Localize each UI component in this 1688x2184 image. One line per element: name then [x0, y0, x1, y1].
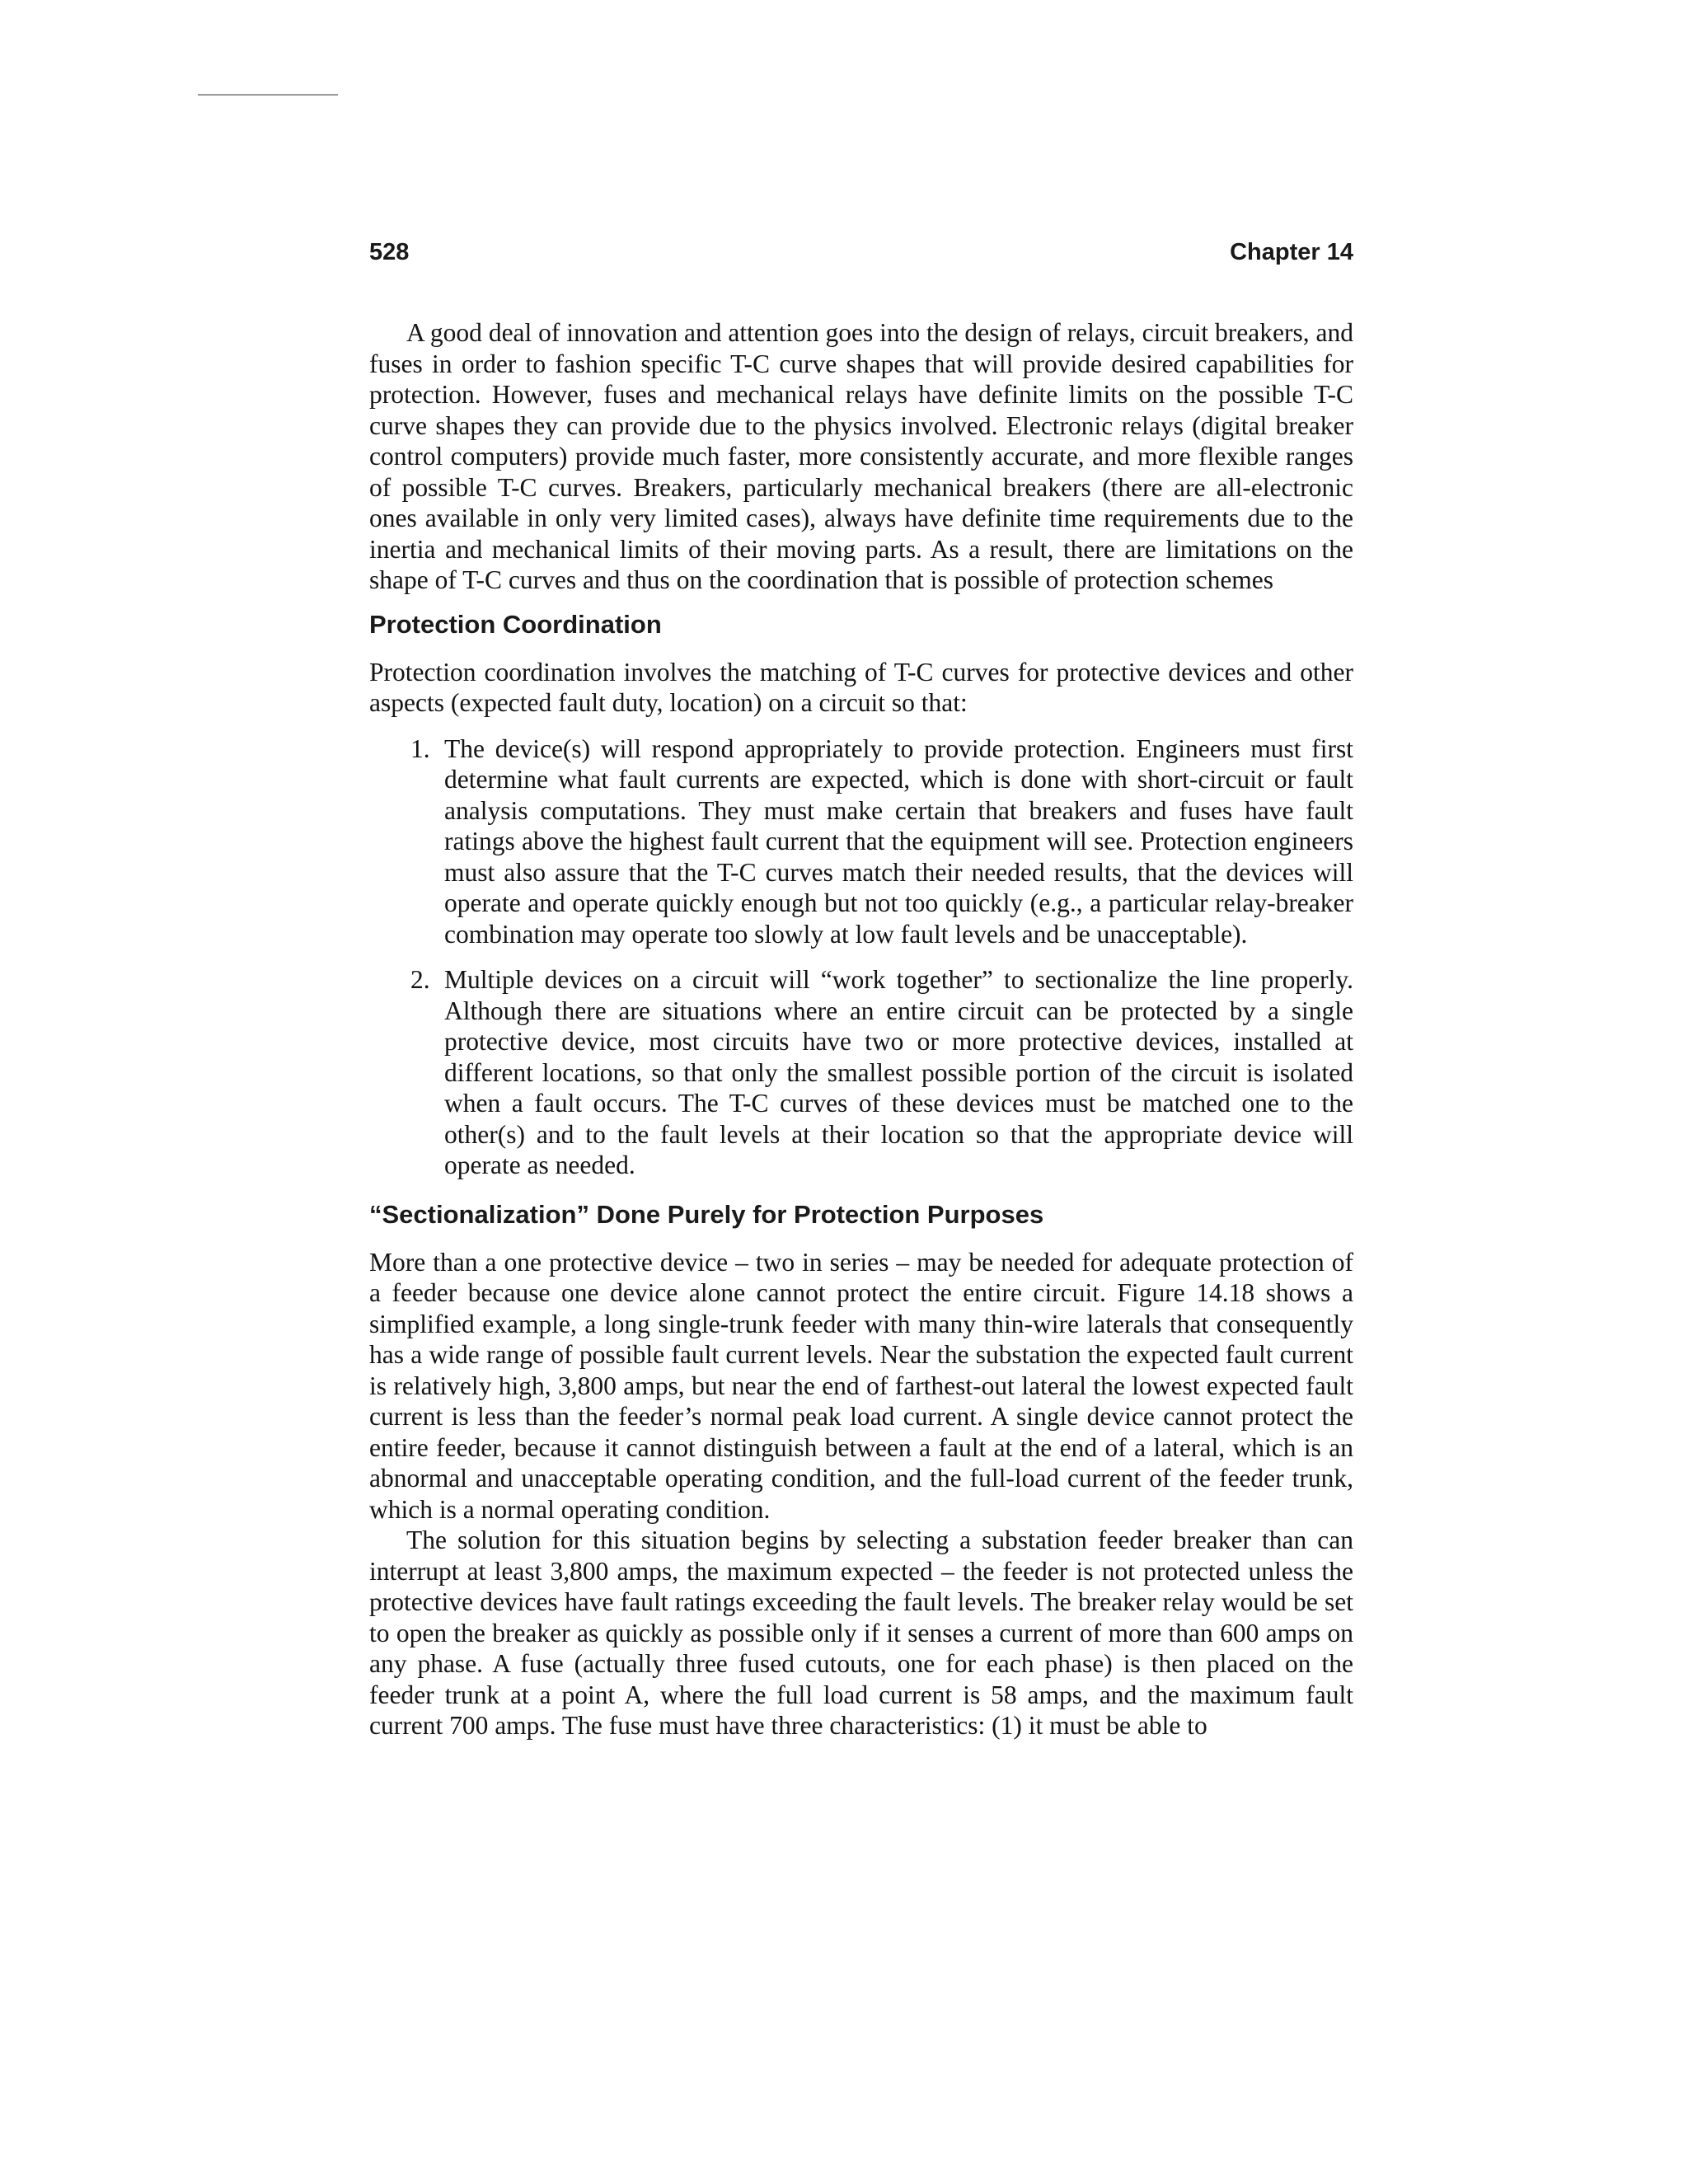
list-item-number: 1. — [410, 733, 430, 763]
section-lead-paragraph: Protection coordination involves the matching of T-C curves for protective devices and other aspects (expected fault duty, location) on a circuit so that: — [369, 657, 1353, 717]
list-item-text: The device(s) will respond appropriately to provide protection. Engineers must first determine what fault currents are expected, which is done with short-circuit or fault analysis computations. They must make certain that breakers and fuses have fault ratings above the highest fault current that the equipment will see. Protection engineers must also assure that the T-C curves match their needed results, that the devices will operate and operate quickly enough but not too quickly (e.g., a particular relay-breaker combination may operate too slowly at low fault levels and be unacceptable). — [444, 733, 1353, 949]
section-heading-protection-coordination: Protection Coordination — [369, 609, 662, 639]
running-header — [369, 239, 1353, 272]
intro-paragraph: A good deal of innovation and attention goes into the design of relays, circuit breakers, and fuses in order to fashion specific T-C curve shapes that will provide desired capabilities for protection. However, fuses and mechanical relays have definite limits on the possible T-C curve shapes they can provide due to the physics involved. Electronic relays (digital breaker control computers) provide much faster, more consistently accurate, and more flexible ranges of possible T-C curves. Breakers, particularly mechanical breakers (there are all-electronic ones available in only very limited cases), always have definite time requirements due to the inertia and mechanical limits of their moving parts. As a result, there are limitations on the shape of T-C curves and thus on the coordination that is possible of protection schemes — [369, 318, 1353, 594]
page-body — [369, 317, 1353, 1741]
requirements-list — [369, 733, 1353, 1181]
list-item — [369, 964, 1353, 1181]
list-item-number: 2. — [410, 965, 430, 994]
chapter-label: Chapter 14 — [1230, 239, 1353, 265]
section-heading-sectionalization: “Sectionalization” Done Purely for Protection Purposes — [369, 1199, 1044, 1229]
scan-edge-rule — [198, 94, 338, 96]
page-number: 528 — [369, 239, 410, 265]
list-item — [369, 733, 1353, 950]
sectionalization-paragraph-1: More than a one protective device – two in series – may be needed for adequate protection of a feeder because one device alone cannot protect the entire circuit. Figure 14.18 shows a simplified example, a long single-trunk feeder with many thin-wire laterals that consequently has a wide range of possible fault current levels. Near the substation the expected fault current is relatively high, 3,800 amps, but near the end of farthest-out lateral the lowest expected fault current is less than the feeder’s normal peak load current. A single device cannot protect the entire feeder, because it cannot distinguish between a fault at the end of a lateral, which is an abnormal and unacceptable operating condition, and the full-load current of the feeder trunk, which is a normal operating condition. — [369, 1247, 1353, 1524]
sectionalization-paragraph-2: The solution for this situation begins by selecting a substation feeder breaker than can interrupt at least 3,800 amps, the maximum expected – the feeder is not protected unless the protective devices have fault ratings exceeding the fault levels. The breaker relay would be set to open the breaker as quickly as possible only if it senses a current of more than 600 amps on any phase. A fuse (actually three fused cutouts, one for each phase) is then placed on the feeder trunk at a point A, where the full load current is 58 amps, and the maximum fault current 700 amps. The fuse must have three characteristics: (1) it must be able to — [369, 1526, 1353, 1740]
list-item-text: Multiple devices on a circuit will “work together” to sectionalize the line properly. Although there are situations where an entire circuit can be protected by a single protective device, most circuits have two or more protective devices, installed at different locations, so that only the smallest possible portion of the circuit is isolated when a fault occurs. The T-C curves of these devices must be matched one to the other(s) and to the fault levels at their location so that the appropriate device will operate as needed. — [444, 965, 1353, 1179]
